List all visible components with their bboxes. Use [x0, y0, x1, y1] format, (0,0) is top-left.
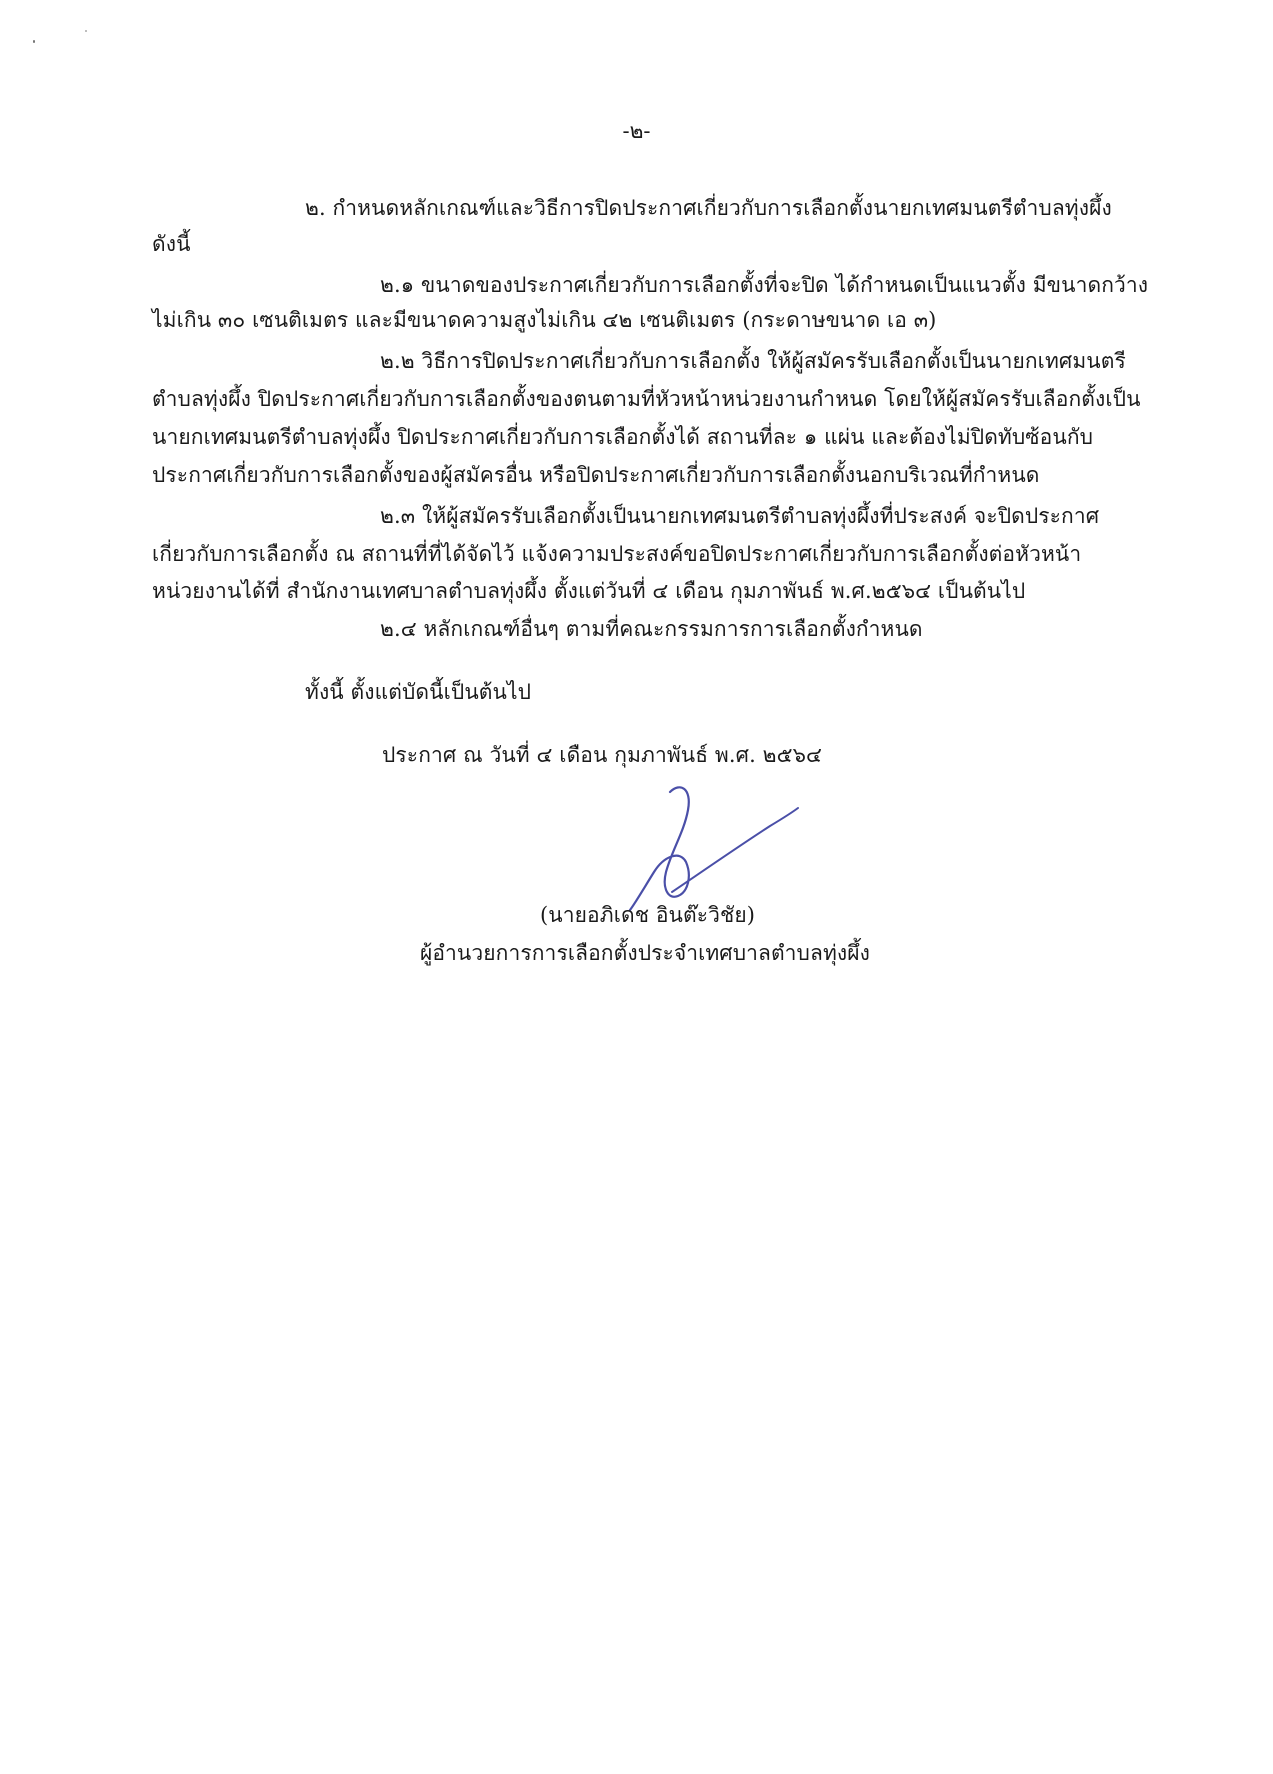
page-number: -๒-: [622, 119, 651, 143]
section-heading-line1: ๒. กำหนดหลักเกณฑ์และวิธีการปิดประกาศเกี่ยวกับการเลือกตั้งนายกเทศมนตรีตำบลทุ่งผึ้ง: [305, 196, 1112, 220]
announcement-date: ประกาศ ณ วันที่ ๔ เดือน กุมภาพันธ์ พ.ศ. ๒๕๖๔: [382, 743, 822, 767]
item-2-2-line4: ประกาศเกี่ยวกับการเลือกตั้งของผู้สมัครอื่น หรือปิดประกาศเกี่ยวกับการเลือกตั้งนอกบริเวณที่กำหนด: [152, 463, 1040, 487]
item-2-2-line2: ตำบลทุ่งผึ้ง ปิดประกาศเกี่ยวกับการเลือกตั้งของตนตามที่หัวหน้าหน่วยงานกำหนด โดยให้ผู้สมัครรับเลือกตั้งเป็น: [152, 387, 1141, 411]
scan-speck: [33, 40, 35, 43]
item-2-4-line1: ๒.๔ หลักเกณฑ์อื่นๆ ตามที่คณะกรรมการการเลือกตั้งกำหนด: [380, 617, 923, 641]
scan-speck: [85, 30, 87, 32]
item-2-3-line2: เกี่ยวกับการเลือกตั้ง ณ สถานที่ที่ได้จัดไว้ แจ้งความประสงค์ขอปิดประกาศเกี่ยวกับการเลือกตั้งต่อหัวหน้า: [152, 542, 1082, 566]
section-heading-line2: ดังนี้: [152, 232, 191, 256]
handwritten-signature-icon: [620, 780, 820, 920]
item-2-2-line3: นายกเทศมนตรีตำบลทุ่งผึ้ง ปิดประกาศเกี่ยวกับการเลือกตั้งได้ สถานที่ละ ๑ แผ่น และต้องไม่ปิดทับซ้อนกับ: [152, 425, 1094, 449]
effective-statement: ทั้งนี้ ตั้งแต่บัดนี้เป็นต้นไป: [305, 680, 532, 704]
item-2-1-line2: ไม่เกิน ๓๐ เซนติเมตร และมีขนาดความสูงไม่เกิน ๔๒ เซนติเมตร (กระดาษขนาด เอ ๓): [152, 308, 937, 332]
item-2-3-line3: หน่วยงานได้ที่ สำนักงานเทศบาลตำบลทุ่งผึ้ง ตั้งแต่วันที่ ๔ เดือน กุมภาพันธ์ พ.ศ.๒๕๖๔ เป็นต้นไป: [152, 579, 1026, 603]
item-2-3-line1: ๒.๓ ให้ผู้สมัครรับเลือกตั้งเป็นนายกเทศมนตรีตำบลทุ่งผึ้งที่ประสงค์ จะปิดประกาศ: [380, 504, 1100, 528]
signatory-name: (นายอภิเดช อินต๊ะวิชัย): [540, 903, 756, 927]
signatory-position: ผู้อำนวยการการเลือกตั้งประจำเทศบาลตำบลทุ่งผึ้ง: [420, 941, 871, 965]
item-2-1-line1: ๒.๑ ขนาดของประกาศเกี่ยวกับการเลือกตั้งที่จะปิด ได้กำหนดเป็นแนวตั้ง มีขนาดกว้าง: [380, 273, 1149, 297]
item-2-2-line1: ๒.๒ วิธีการปิดประกาศเกี่ยวกับการเลือกตั้ง ให้ผู้สมัครรับเลือกตั้งเป็นนายกเทศมนตรี: [380, 349, 1126, 373]
